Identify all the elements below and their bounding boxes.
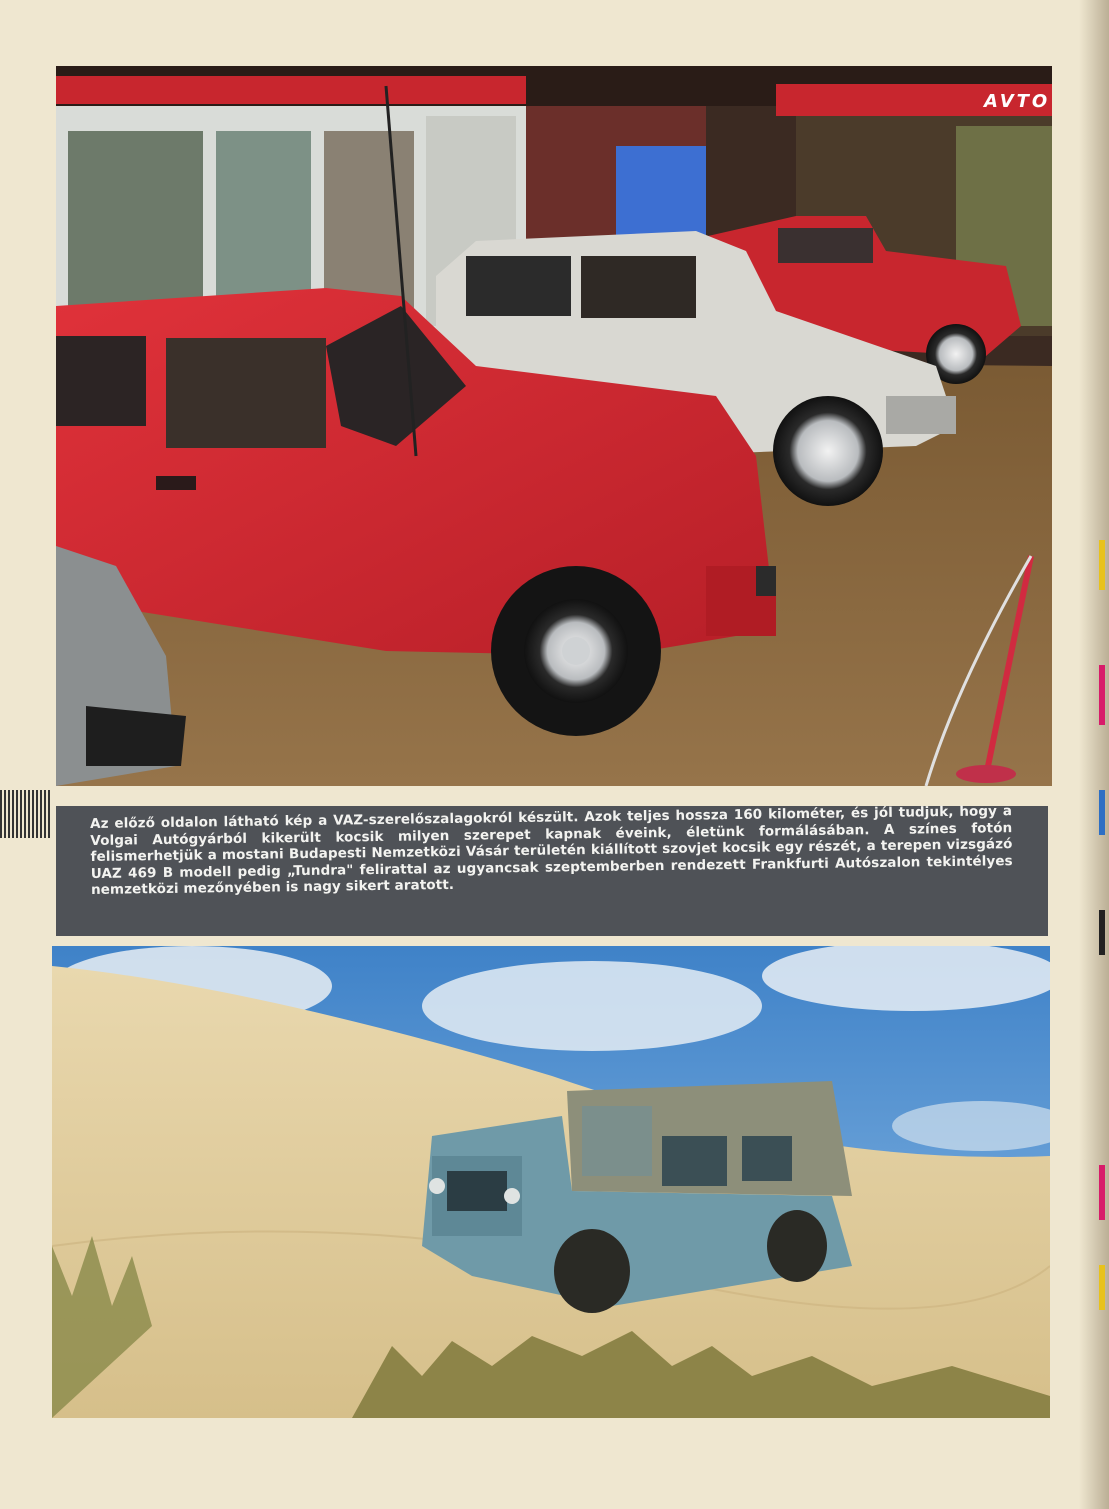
- edge-tab-magenta: [1099, 665, 1105, 725]
- print-registration-bars: [0, 790, 50, 838]
- edge-tab-yellow-2: [1099, 1265, 1105, 1310]
- edge-tab-blue: [1099, 790, 1105, 835]
- edge-tab-yellow: [1099, 540, 1105, 590]
- exhibition-photo: [56, 66, 1052, 786]
- caption-text: Az előző oldalon látható kép a VAZ-szerelőszalagokról készült. Azok teljes hossza 160 kilométer, és jól tudjuk, hogy a Volgai Autógyárból kikerült kocsik milyen szerepet kapnak éveink, életünk formálásában. A színes fotón felismerhetjük a mostani Budapesti Nemzetközi Vásár területén kiállított szovjet kocsik egy részét, a terepen vizsgázó UAZ 469 B modell pedig „Tundra" felirattal az ugyancsak szeptemberben rendezett Frankfurti Autószalon tekintélyes nemzetközi mezőnyében is nagy sikert aratott.: [90, 803, 1013, 898]
- edge-tab-black: [1099, 910, 1105, 955]
- offroad-vehicle-photo: [52, 946, 1050, 1418]
- caption-box: [56, 803, 1048, 936]
- avto-sign: AVTO: [984, 91, 1051, 112]
- edge-tab-magenta-2: [1099, 1165, 1105, 1220]
